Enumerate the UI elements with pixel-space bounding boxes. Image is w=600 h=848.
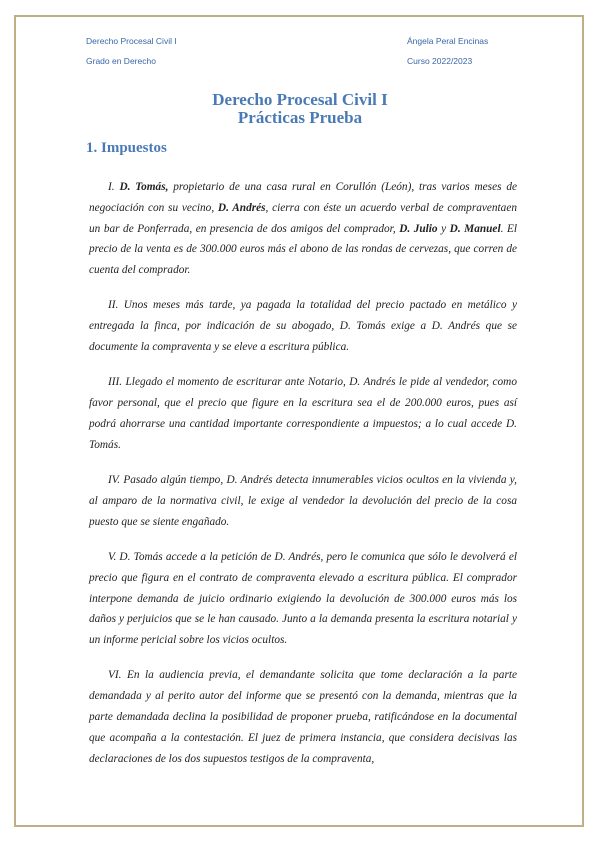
document-title: Derecho Procesal Civil I	[212, 90, 388, 109]
p1-text-a: I.	[108, 181, 120, 193]
header-year: Curso 2022/2023	[407, 56, 473, 66]
header-author: Ángela Peral Encinas	[407, 36, 489, 46]
p1-text-e: , cierra con éste un acuerdo verbal de compraventaen un bar de Ponferrada, en presencia de dos amigos del comprador,	[89, 201, 517, 235]
paragraph-3: III. Llegado el momento de escriturar ante Notario, D. Andrés le pide al vendedor, como favor personal, que el precio que figure en la escritura sea el de 200.000 euros, pues así podrá ahorrarse una cantidad importante correspondiente a impuestos; a lo cual accede D. Tomás.	[89, 376, 517, 451]
section-heading: 1. Impuestos	[86, 140, 167, 156]
document-subtitle: Prácticas Prueba	[237, 108, 363, 127]
header-degree: Grado en Derecho	[86, 56, 156, 66]
paragraph-4: IV. Pasado algún tiempo, D. Andrés detecta innumerables vicios ocultos en la vivienda y, al amparo de la normativa civil, le exige al vendedor la devolución del precio de la cosa puesto que se siente engañado.	[89, 474, 517, 528]
header-course: Derecho Procesal Civil I	[86, 36, 177, 46]
p1-name-manuel: D. Manuel	[449, 222, 501, 235]
p1-text-i: . El precio de la venta es de 300.000 euros más el abono de las rondas de cervezas, que corren de cuenta del comprador.	[89, 222, 517, 277]
paragraph-6: VI. En la audiencia previa, el demandante solicita que tome declaración a la parte demandada y al perito autor del informe que se presentó con la demanda, mientras que la parte demandada declina la posibilidad de proponer prueba, ratificándose en la documental que acompaña a la contestación. El juez de primera instancia, que considera decisivas las declaraciones de los dos supuestos testigos de la compraventa,	[89, 669, 517, 765]
p1-name-tomas: D. Tomás,	[119, 181, 169, 193]
p1-text-c: propietario de una casa rural en Corullón (León), tras varios meses de negociación con su vecino,	[89, 181, 517, 214]
document-body	[89, 177, 517, 784]
p1-text-g: y	[437, 222, 450, 235]
p1-name-julio: D. Julio	[399, 222, 438, 235]
paragraph-5: V. D. Tomás accede a la petición de D. Andrés, pero le comunica que sólo le devolverá el precio que figura en el contrato de compraventa elevado a escritura pública. El comprador interpone demanda de juicio ordinario exigiendo la devolución de 300.000 euros más los daños y perjuicios que se le han causado. Junto a la demanda presenta la escritura notarial y un informe pericial sobre los vicios ocultos.	[89, 550, 517, 647]
paragraph-2: II. Unos meses más tarde, ya pagada la totalidad del precio pactado en metálico y entregada la finca, por indicación de su abogado, D. Tomás exige a D. Andrés que se documente la compraventa y se eleve a escritura pública.	[89, 299, 517, 354]
paragraph-1	[89, 177, 517, 281]
p1-name-andres: D. Andrés	[217, 201, 266, 214]
